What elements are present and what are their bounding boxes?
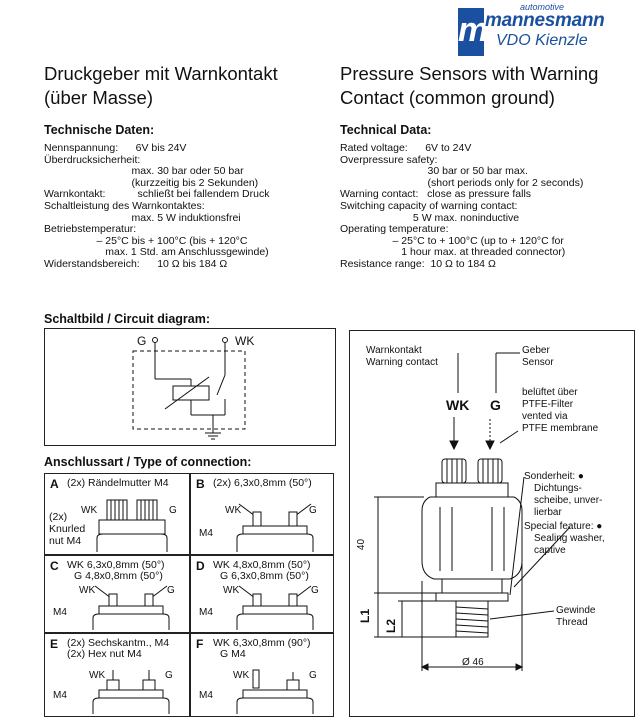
circuit-schematic bbox=[45, 329, 335, 445]
label-wk: WK bbox=[446, 397, 470, 413]
cell-text-1: (2x) Rändelmutter M4 bbox=[67, 477, 169, 489]
label-dim-40: 40 bbox=[356, 538, 368, 551]
spec-line: Widerstandsbereich: 10 Ω bis 184 Ω bbox=[44, 257, 228, 270]
cell-g: G bbox=[165, 670, 173, 681]
cell-text-2: G 6,3x0,8mm (50°) bbox=[220, 570, 309, 582]
label-vent-3: vented via bbox=[522, 411, 568, 422]
cell-letter: C bbox=[50, 559, 59, 573]
label-feat-7: captive bbox=[534, 545, 566, 556]
spec-line: 30 bar or 50 bar max. bbox=[340, 165, 528, 178]
spec-line: 5 W max. noninductive bbox=[340, 211, 520, 224]
spec-list-en bbox=[340, 143, 583, 271]
connection-cell-f bbox=[190, 633, 334, 717]
cell-m4: M4 bbox=[53, 690, 67, 701]
connector-mixed-tab-icon bbox=[91, 584, 171, 630]
logo-subname: VDO Kienzle bbox=[496, 32, 588, 49]
spec-line: Resistance range: 10 Ω to 184 Ω bbox=[340, 257, 496, 270]
spec-line: Nennspannung: 6V bis 24V bbox=[44, 142, 187, 154]
spec-line: 1 hour max. at threaded connector) bbox=[340, 246, 566, 259]
spec-line: Betriebstemperatur: bbox=[44, 223, 137, 236]
logo-mark: m bbox=[458, 8, 484, 56]
label-thread-de: Gewinde bbox=[556, 605, 596, 616]
cell-g: G bbox=[311, 585, 319, 596]
spec-line: Warnkontakt: schließt bei fallendem Druck bbox=[44, 188, 270, 201]
connector-knurled-nut-icon bbox=[95, 494, 175, 552]
title-de-line2: (über Masse) bbox=[44, 87, 153, 108]
spec-line: – 25°C bis + 100°C (bis + 120°C bbox=[44, 234, 248, 247]
cell-text-2: G M4 bbox=[220, 648, 246, 660]
cell-text-2: G 4,8x0,8mm (50°) bbox=[74, 570, 163, 582]
label-warn-de: Warnkontakt bbox=[366, 345, 422, 356]
circuit-heading: Schaltbild / Circuit diagram: bbox=[44, 312, 210, 326]
label-thread-en: Thread bbox=[556, 617, 588, 628]
sensor-drawing-box bbox=[349, 330, 635, 717]
cell-side-1: (2x) bbox=[49, 511, 68, 523]
label-geber-de: Geber bbox=[522, 345, 550, 356]
cell-m4: M4 bbox=[199, 690, 213, 701]
spec-line: Switching capacity of warning contact: bbox=[340, 199, 518, 212]
cell-text-1: WK 4,8x0,8mm (50°) bbox=[213, 559, 311, 571]
label-feat-4: lierbar bbox=[534, 507, 562, 518]
connection-cell-b bbox=[190, 473, 334, 555]
cell-wk: WK bbox=[89, 670, 106, 681]
cell-text-1: (2x) 6,3x0,8mm (50°) bbox=[213, 477, 312, 489]
spec-line: Schaltleistung des Warnkontaktes: bbox=[44, 199, 205, 212]
label-feat-6: Sealing washer, bbox=[534, 533, 605, 544]
connector-mixed-tab-icon bbox=[235, 584, 315, 630]
cell-text-1: (2x) Sechskantm., M4 bbox=[67, 637, 170, 649]
spec-line: Overpressure safety: bbox=[340, 153, 438, 166]
title-en-line2: Contact (common ground) bbox=[340, 87, 555, 108]
label-vent-1: belüftet über bbox=[522, 387, 578, 398]
connector-hex-nut-icon bbox=[91, 668, 171, 714]
spec-line: max. 1 Std. am Anschlussgewinde) bbox=[44, 246, 269, 259]
brand-logo bbox=[458, 2, 634, 60]
logo-name: mannesmann bbox=[485, 10, 605, 31]
cell-text-2: (2x) Hex nut M4 bbox=[67, 648, 142, 660]
spec-line: (short periods only for 2 seconds) bbox=[340, 176, 584, 189]
title-de-line1: Druckgeber mit Warnkontakt bbox=[44, 63, 278, 84]
label-vent-2: PTFE-Filter bbox=[522, 399, 574, 410]
cell-m4: M4 bbox=[199, 607, 213, 618]
cell-wk: WK bbox=[233, 670, 250, 681]
label-feat-1: Sonderheit: ● bbox=[524, 471, 584, 482]
connection-cell-a bbox=[44, 473, 190, 555]
cell-text-1: WK 6,3x0,8mm (90°) bbox=[213, 637, 311, 649]
cell-side-2: Knurled bbox=[49, 523, 86, 535]
label-feat-5: Special feature: ● bbox=[524, 521, 603, 532]
spec-line: Überdrucksicherheit: bbox=[44, 153, 141, 166]
title-de bbox=[44, 62, 278, 110]
spec-line: max. 5 W induktionsfrei bbox=[44, 211, 241, 224]
label-geber-en: Sensor bbox=[522, 357, 554, 368]
spec-line: – 25°C to + 100°C (up to + 120°C for bbox=[340, 234, 564, 247]
spec-line: Operating temperature: bbox=[340, 223, 449, 236]
title-en bbox=[340, 62, 598, 110]
cell-letter: F bbox=[196, 637, 204, 651]
cell-text-1: WK 6,3x0,8mm (50°) bbox=[67, 559, 165, 571]
title-en-line1: Pressure Sensors with Warning bbox=[340, 63, 599, 84]
cell-letter: D bbox=[196, 559, 205, 573]
cell-side-3: nut M4 bbox=[49, 535, 82, 547]
cell-g: G bbox=[167, 585, 175, 596]
cell-wk: WK bbox=[223, 585, 240, 596]
cell-g: G bbox=[169, 505, 177, 516]
connection-cell-d bbox=[190, 555, 334, 633]
cell-letter: A bbox=[50, 477, 59, 491]
label-l1: L1 bbox=[358, 608, 373, 624]
connection-cell-e bbox=[44, 633, 190, 717]
cell-g: G bbox=[309, 505, 317, 516]
cell-g: G bbox=[309, 670, 317, 681]
spec-line: Warning contact: close as pressure falls bbox=[340, 188, 532, 201]
cell-letter: E bbox=[50, 637, 59, 651]
cell-wk: WK bbox=[225, 505, 242, 516]
label-feat-2: Dichtungs- bbox=[534, 483, 582, 494]
circuit-label-g: G bbox=[137, 334, 147, 348]
cell-m4: M4 bbox=[199, 528, 213, 539]
pressure-sensor-drawing bbox=[350, 331, 634, 716]
cell-m4: M4 bbox=[53, 607, 67, 618]
spec-line: max. 30 bar oder 50 bar bbox=[44, 165, 244, 178]
connection-cell-c bbox=[44, 555, 190, 633]
spec-line: Rated voltage: 6V to 24V bbox=[340, 142, 472, 154]
logo-automotive: automotive bbox=[520, 2, 565, 12]
tech-heading-de: Technische Daten: bbox=[44, 123, 155, 137]
circuit-diagram-box bbox=[44, 328, 336, 446]
label-warn-en: Warning contact bbox=[366, 357, 438, 368]
cell-letter: B bbox=[196, 477, 205, 491]
label-g: G bbox=[490, 397, 501, 413]
spec-line: (kurzzeitig bis 2 Sekunden) bbox=[44, 176, 259, 189]
cell-wk: WK bbox=[81, 505, 98, 516]
label-vent-4: PTFE membrane bbox=[522, 423, 599, 434]
tech-heading-en: Technical Data: bbox=[340, 123, 432, 137]
spec-list-de bbox=[44, 143, 269, 271]
circuit-label-wk: WK bbox=[235, 334, 255, 348]
cell-wk: WK bbox=[79, 585, 96, 596]
connection-heading: Anschlussart / Type of connection: bbox=[44, 455, 252, 469]
connector-90deg-tab-icon bbox=[235, 668, 315, 714]
label-feat-3: scheibe, unver- bbox=[534, 495, 603, 506]
label-l2: L2 bbox=[384, 618, 399, 634]
label-diameter: Ø 46 bbox=[462, 657, 484, 668]
connector-flat-tab-icon bbox=[235, 498, 315, 552]
